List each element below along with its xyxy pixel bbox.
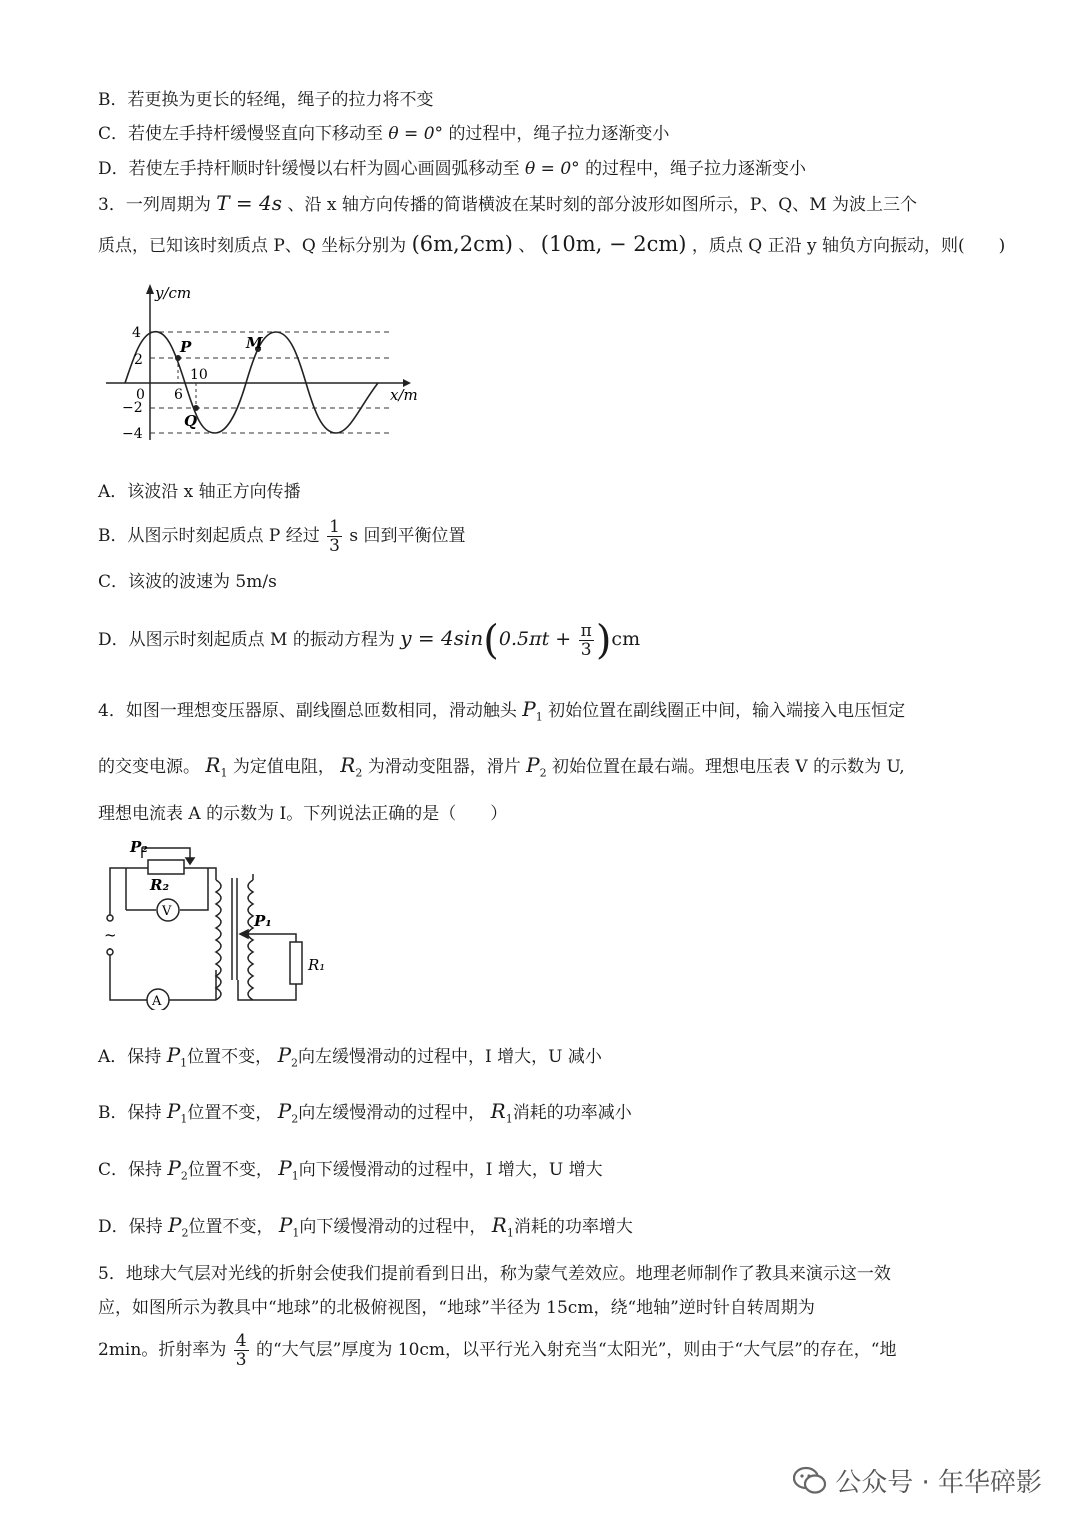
label-a: A	[152, 994, 162, 1009]
tick-y-neg4: −4	[122, 426, 143, 442]
label-source: ~	[104, 926, 117, 944]
label-p: P	[180, 338, 192, 356]
x-axis-label: x/m	[390, 386, 418, 404]
resistor-r2	[148, 860, 184, 874]
tick-x-10: 10	[190, 367, 208, 383]
tick-x-6: 6	[174, 387, 183, 403]
q2-option-d: D．若使左手持杆顺时针缓慢以右杆为圆心画圆弧移动至 θ = 0° 的过程中，绳子拉力逐渐变小	[98, 159, 807, 179]
q4-stem-line2: 的交变电源。 $R_1$ 为定值电阻， $R_2$ 为滑动变阻器，滑片 $P_2$ 初始位置在最右端。理想电压表 V 的示数为 U,	[98, 753, 905, 780]
label-q: Q	[184, 412, 198, 430]
resistor-r1	[290, 942, 302, 984]
label-m: M	[246, 334, 263, 352]
q3-stem-line2: 质点，已知该时刻质点 P、Q 坐标分别为 (6m,2cm) 、 (10m, − 2cm) ，质点 Q 正沿 y 轴负方向振动，则( )	[98, 232, 1006, 256]
terminal-top	[107, 915, 113, 921]
wechat-icon	[793, 1466, 827, 1496]
wire-left-bottom	[110, 948, 148, 1000]
q4-option-d: D．保持 $P_2$位置不变， $P_1$向下缓慢滑动的过程中， $R_1$消耗的功率增大	[98, 1213, 633, 1240]
watermark	[793, 1462, 1042, 1499]
q2-option-c: C．若使左手持杆缓慢竖直向下移动至 θ = 0° 的过程中，绳子拉力逐渐变小	[98, 124, 670, 144]
fraction-one-third: $\frac{1}{3}$	[329, 516, 340, 556]
q4-option-b: B．保持 $P_1$位置不变， $P_2$向左缓慢滑动的过程中， $R_1$消耗的功率减小	[98, 1099, 632, 1126]
y-axis-arrow	[146, 284, 154, 294]
q3-option-d: D．从图示时刻起质点 M 的振动方程为 y = 4sin(0.5πt + $\frac{\pi}{3}$ )cm	[98, 617, 641, 664]
wave-graph	[98, 280, 428, 450]
q4-option-a: A．保持 $P_1$位置不变， $P_2$向左缓慢滑动的过程中，I 增大，U 减小	[98, 1043, 602, 1070]
fraction-pi-third: $\frac{\pi}{3}$	[580, 620, 592, 660]
slider-p2	[142, 848, 190, 860]
label-p1: P₁	[254, 912, 272, 930]
watermark-text: 公众号 · 年华碎影	[835, 1468, 1042, 1498]
fraction-four-thirds: $\frac{4}{3}$	[235, 1330, 247, 1370]
circuit-diagram	[98, 830, 338, 1010]
label-r1: R₁	[308, 956, 326, 974]
slider-p1	[248, 934, 296, 942]
q4-option-c: C．保持 $P_2$位置不变， $P_1$向下缓慢滑动的过程中，I 增大，U 增大	[98, 1156, 603, 1183]
q3-stem-line1: 3．一列周期为 T = 4s 、沿 x 轴方向传播的简谐横波在某时刻的部分波形如图所示，P、Q、M 为波上三个	[98, 191, 918, 215]
q5-stem-line3: 2min。折射率为 $\frac{4}{3}$ 的“大气层”厚度为 10cm，以平行光入射充当“太阳光”，则由于“大气层”的存在，“地	[98, 1330, 897, 1370]
tick-y-4: 4	[132, 325, 141, 341]
tick-y-0: 0	[136, 387, 145, 403]
q5-stem-line2: 应，如图所示为教具中“地球”的北极俯视图，“地球”半径为 15cm，绕“地轴”逆时针自转周期为	[98, 1298, 815, 1318]
point-q	[193, 405, 199, 411]
tick-y-2: 2	[134, 352, 143, 368]
q4-stem-line1: 4．如图一理想变压器原、副线圈总匝数相同，滑动触头 $P_1$ 初始位置在副线圈正中间，输入端接入电压恒定	[98, 697, 906, 724]
label-p2: P₂	[130, 838, 148, 856]
label-v: V	[162, 904, 172, 919]
q3-option-a: A．该波沿 x 轴正方向传播	[98, 482, 301, 502]
tick-y-neg2: −2	[122, 400, 143, 416]
y-axis-label: y/cm	[155, 284, 192, 302]
terminal-bottom	[107, 949, 113, 955]
secondary-coil	[248, 880, 253, 1000]
q3-option-c: C．该波的波速为 5m/s	[98, 572, 277, 592]
q5-stem-line1: 5．地球大气层对光线的折射会使我们提前看到日出，称为蒙气差效应。地理老师制作了教具来演示这一效	[98, 1264, 891, 1284]
label-r2: R₂	[150, 876, 170, 894]
q2-option-b: B．若更换为更长的轻绳，绳子的拉力将不变	[98, 90, 434, 110]
q4-stem-line3: 理想电流表 A 的示数为 I。下列说法正确的是（ ）	[98, 804, 508, 824]
q3-option-b: B．从图示时刻起质点 P 经过 $\frac{1}{3}$ s 回到平衡位置	[98, 516, 466, 556]
